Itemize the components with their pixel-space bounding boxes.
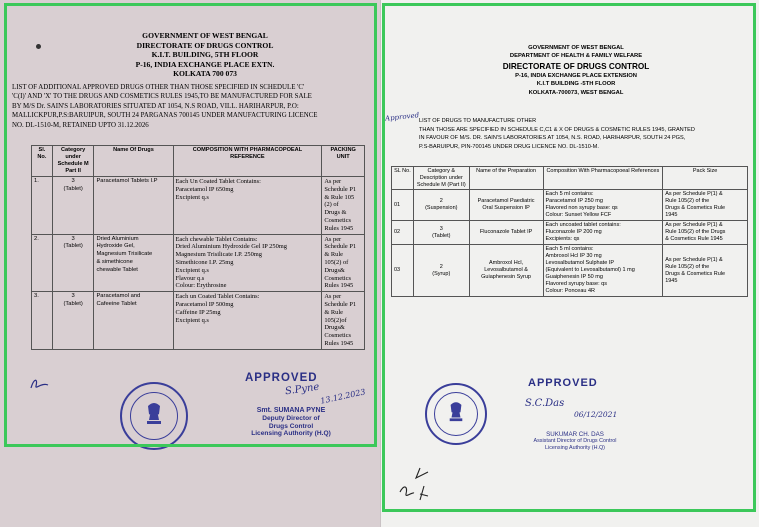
table-row xyxy=(32,234,365,292)
right-header xyxy=(451,44,701,97)
category-cell xyxy=(413,245,469,297)
category-cell xyxy=(52,234,94,292)
packing-cell-line: & Rule xyxy=(324,308,343,316)
left-drug-table xyxy=(31,145,365,350)
composition-cell-line: Caffeine IP 25mg xyxy=(175,308,221,316)
right-handwritten-initials xyxy=(398,462,438,509)
composition-cell-line: Each 5 ml contains: xyxy=(545,191,594,198)
lion-emblem-icon xyxy=(447,399,465,427)
right-officer-block xyxy=(500,431,650,452)
packing-cell xyxy=(322,177,365,235)
composition-cell xyxy=(543,221,663,245)
pack-size-cell-line: Rule 105(2) of the xyxy=(665,263,710,270)
left-header xyxy=(80,31,330,79)
preparation-cell-line: Fluconazole Tablet IP xyxy=(479,229,533,236)
packing-cell-line: 105(2)of xyxy=(324,316,347,324)
header-line: P-16, INDIA EXCHANGE PLACE EXTENSION xyxy=(515,72,637,79)
category-cell-line: 3 xyxy=(71,293,75,300)
packing-cell-line: Drugs& xyxy=(324,266,345,274)
composition-cell-line: Levosalbutamol Sulphate IP xyxy=(545,260,614,267)
table-header-row xyxy=(32,146,365,177)
pack-size-cell xyxy=(663,190,748,221)
officer-designation: Drugs Control xyxy=(268,422,314,430)
drug-name-cell-line: Hydroxide Gel, xyxy=(96,243,135,250)
preparation-cell-line: Levosalbutamol & xyxy=(484,267,528,274)
punch-hole xyxy=(36,44,41,49)
composition-cell xyxy=(173,177,322,235)
pack-size-cell-line: As per Schedule P(1) & xyxy=(665,256,723,263)
column-header: SL No. xyxy=(392,167,414,190)
category-cell xyxy=(413,221,469,245)
preparation-cell xyxy=(469,190,543,221)
composition-cell-line: Excipient q.s xyxy=(175,316,209,324)
category-cell-line: (Tablet) xyxy=(63,300,83,307)
officer-designation: Assistant Director of Drugs Control xyxy=(533,438,617,444)
right-sign-date: 06/12/2021 xyxy=(574,410,618,419)
composition-cell-line: Magnesium Trisilicate I.P. 250mg xyxy=(175,251,262,259)
preparation-cell xyxy=(469,245,543,297)
composition-cell-line: Excipient q.s xyxy=(175,193,209,201)
table-row xyxy=(32,292,365,350)
right-intro-paragraph xyxy=(419,117,695,151)
header-line: DIRECTORATE OF DRUGS CONTROL xyxy=(136,40,274,50)
officer-designation: Deputy Director of xyxy=(262,414,320,422)
composition-cell-line: Paracetamol IP 650mg xyxy=(175,185,234,193)
category-cell-line: (Tablet) xyxy=(432,232,451,239)
header-line: DEPARTMENT OF HEALTH & FAMILY WELFARE xyxy=(509,53,643,60)
header-line: GOVERNMENT OF WEST BENGAL xyxy=(142,31,268,40)
intro-line: P.S-BARUIPUR, PIN-700145 UNDER DRUG LICENCE NO. DL-1510-M. xyxy=(419,143,599,150)
left-approved-stamp: APPROVED xyxy=(245,372,318,384)
preparation-cell-line: Oral Suspension IP xyxy=(482,205,530,212)
composition-cell xyxy=(173,234,322,292)
packing-cell-line: Cosmetics xyxy=(324,274,351,282)
sl-no-cell: 2. xyxy=(32,234,53,292)
composition-cell-line: Colour: Sunset Yellow FCF xyxy=(545,212,612,219)
intro-line: 'C(I)' AND 'X' TO THE DRUGS AND COSMETICS RULES 1945,TO BE MANUFACTURED FOR SALE xyxy=(12,93,312,101)
packing-cell xyxy=(322,292,365,350)
column-header: Pack Size xyxy=(663,167,748,190)
composition-cell-line: Each chewable Tablet Contains: xyxy=(175,235,258,243)
preparation-cell-line: Ambroxol Hcl, xyxy=(488,260,524,267)
intro-line: BY M/S Dr. SAIN'S LABORATORIES SITUATED AT 1054, N.S ROAD, VILL. HARIHARPUR, P.O: xyxy=(12,102,299,110)
officer-name: SUKUMAR CH. DAS xyxy=(546,431,604,438)
category-cell-line: (Tablet) xyxy=(63,243,83,250)
packing-cell-line: Rules 1945 xyxy=(324,224,354,232)
handwritten-approved-note: Approved xyxy=(384,111,420,123)
pack-size-cell-line: As per Schedule P(1) & xyxy=(665,191,723,198)
intro-line: IN FAVOUR OF M/S. DR. SAIN'S LABORATORIES AT 1054, N.S. ROAD, HARIHARPUR, SOUTH 24 PGS, xyxy=(419,135,686,141)
intro-line: LIST OF DRUGS TO MANUFACTURE OTHER xyxy=(419,118,537,124)
header-line: KOLKATA 700 073 xyxy=(173,69,237,79)
intro-line: LIST OF ADDITIONAL APPROVED DRUGS OTHER THAN THOSE SPECIFIED IN SCHEDULE 'C' xyxy=(12,84,305,91)
packing-cell-line: Rules 1945 xyxy=(324,339,354,347)
category-cell-line: 3 xyxy=(71,235,75,242)
composition-cell-line: Dried Aluminium Hydroxide Gel IP 250mg xyxy=(175,243,287,251)
packing-cell-line: (2) of xyxy=(324,201,339,209)
composition-cell-line: Paracetamol IP 500mg xyxy=(175,300,234,308)
composition-cell xyxy=(173,292,322,350)
packing-cell-line: As per xyxy=(324,235,342,243)
packing-cell-line: Drugs & xyxy=(324,209,347,217)
header-line: P-16, INDIA EXCHANGE PLACE EXTN. xyxy=(135,59,275,69)
composition-cell-line: Each 5 ml contains: xyxy=(545,246,594,253)
header-line: DIRECTORATE OF DRUGS CONTROL xyxy=(502,61,650,71)
sl-no-cell: 03 xyxy=(392,245,414,297)
composition-cell-line: Each Un Coated Tablet Contains: xyxy=(175,178,261,185)
drug-name-cell xyxy=(94,292,173,350)
header-line: K.I.T. BUILDING, 5TH FLOOR xyxy=(151,50,259,60)
composition-cell-line: Each un Coated Tablet Contains: xyxy=(175,293,260,301)
composition-cell-line: Ambroxol Hcl IP 30 mg xyxy=(545,253,602,260)
packing-cell-line: Schedule P1 xyxy=(324,185,357,193)
drug-name-cell-line: Magnesium Trisilicate xyxy=(96,251,153,258)
category-cell xyxy=(52,292,94,350)
drug-name-cell-line: Paracetamol and xyxy=(96,293,141,300)
sl-no-cell: 01 xyxy=(392,190,414,221)
category-cell-line: (Suspension) xyxy=(425,205,458,212)
composition-cell-line: (Equivalent to Levosalbutamol) 1 mg xyxy=(545,267,635,274)
column-header: Composition With Pharmacopoeal References xyxy=(543,167,663,190)
preparation-cell-line: Paracetamol Paediatric xyxy=(477,198,535,205)
pack-size-cell-line: Rule 105(2) of the Drugs xyxy=(665,229,726,236)
drug-name-cell-line: Cafeeine Tablet xyxy=(96,300,137,307)
packing-cell-line: Cosmetics xyxy=(324,332,351,340)
header-line: GOVERNMENT OF WEST BENGAL xyxy=(528,45,624,51)
packing-cell-line: Drugs& xyxy=(324,324,345,332)
drug-name-cell xyxy=(94,177,173,235)
sl-no-cell: 1. xyxy=(32,177,53,235)
left-official-seal xyxy=(120,382,188,450)
column-header: Name Of Drugs xyxy=(94,146,173,177)
left-sign-date: 13.12.2023 xyxy=(319,387,367,406)
drug-name-cell-line: chewable Tablet xyxy=(96,266,138,273)
category-cell-line: (Syrup) xyxy=(432,270,451,277)
column-header: PACKING UNIT xyxy=(322,146,365,177)
pack-size-cell-line: 1945 xyxy=(665,212,678,219)
pack-size-cell-line: Rule 105(2) of the xyxy=(665,198,710,205)
header-line: K.I.T BUILDING -5TH FLOOR xyxy=(536,81,616,88)
right-drug-table xyxy=(391,166,748,297)
packing-cell xyxy=(322,234,365,292)
intro-line: THAN THOSE ARE SPECIFIED IN SCHEDULE C,C1 & X OF DRUGS & COSMETIC RULES 1945, GRANTED xyxy=(419,126,695,133)
composition-cell-line: Colour: Ponceau 4R xyxy=(545,288,596,295)
composition-cell-line: Excipient q.s xyxy=(175,266,209,274)
left-signature: S.Pyne xyxy=(284,381,321,398)
composition-cell-line: Excipients: qs xyxy=(545,236,580,243)
officer-name: Smt. SUMANA PYNE xyxy=(256,407,326,414)
column-header: COMPOSITION WITH PHARMACOPOEAL REFERENCE xyxy=(173,146,322,177)
composition-cell xyxy=(543,190,663,221)
column-header: Category & Description under Schedule M (Part II) xyxy=(413,167,469,190)
right-signature: S.C.Das xyxy=(525,398,565,409)
column-header: Name of the Preparation xyxy=(469,167,543,190)
packing-cell-line: & Rule 105 xyxy=(324,193,355,201)
packing-cell-line: Schedule P1 xyxy=(324,243,357,251)
composition-cell-line: Guaiphenesin IP 50 mg xyxy=(545,274,603,281)
header-line: KOLKATA-700073, WEST BENGAL xyxy=(528,89,624,96)
left-officer-block xyxy=(226,407,356,438)
table-row xyxy=(392,221,748,245)
intro-line: MALLICKPUR,P.S:BARUIPUR, SOUTH 24 PARGANAS 700145 UNDER MANUFACTURING LICENCE xyxy=(12,112,318,120)
drug-name-cell xyxy=(94,234,173,292)
lion-emblem-icon xyxy=(144,400,164,430)
intro-line: NO. DL-1510-M, RETAINED UPTO 31.12.2026 xyxy=(12,121,149,129)
composition-cell-line: Fluconazole IP 200 mg xyxy=(545,229,602,236)
pack-size-cell xyxy=(663,245,748,297)
sl-no-cell: 3. xyxy=(32,292,53,350)
packing-cell-line: 105(2) of xyxy=(324,258,349,266)
pack-size-cell-line: & Cosmetics Rule 1945 xyxy=(665,236,723,243)
column-header: Category under Schedule M Part II xyxy=(52,146,94,177)
packing-cell-line: Schedule P1 xyxy=(324,300,357,308)
composition-cell-line: Flavored syrupy base: qs xyxy=(545,281,607,288)
composition-cell-line: Simethicone I.P. 25mg xyxy=(175,258,234,266)
pack-size-cell-line: As per Schedule P(1) & xyxy=(665,222,723,229)
category-cell-line: 3 xyxy=(439,225,443,232)
composition-cell-line: Flavour q.s xyxy=(175,274,205,282)
drug-name-cell-line: & simethicone xyxy=(96,258,133,265)
table-row xyxy=(392,190,748,221)
category-cell-line: 2 xyxy=(439,198,443,205)
packing-cell-line: As per xyxy=(324,178,342,185)
preparation-cell xyxy=(469,221,543,245)
composition-cell-line: Colour: Erythrosine xyxy=(175,282,227,290)
packing-cell-line: Cosmetics xyxy=(324,216,351,224)
category-cell-line: 3 xyxy=(71,178,75,184)
left-handwritten-initial xyxy=(28,376,52,397)
category-cell xyxy=(52,177,94,235)
packing-cell-line: Rules 1945 xyxy=(324,282,354,290)
drug-name-cell-line: Dried Aluminium xyxy=(96,235,139,242)
packing-cell-line: As per xyxy=(324,293,342,301)
category-cell-line: 2 xyxy=(439,263,443,270)
preparation-cell-line: Guiaphenesin Syrup xyxy=(481,274,531,281)
officer-designation: Licensing Authority (H.Q) xyxy=(251,430,331,438)
composition-cell-line: Flavored non syrupy base: qs xyxy=(545,205,618,212)
table-row xyxy=(32,177,365,235)
pack-size-cell xyxy=(663,221,748,245)
pack-size-cell-line: Drugs & Cosmetics Rule xyxy=(665,205,726,212)
pack-size-cell-line: 1945 xyxy=(665,277,678,284)
composition-cell xyxy=(543,245,663,297)
table-row xyxy=(392,245,748,297)
right-approved-stamp: APPROVED xyxy=(528,377,598,389)
packing-cell-line: & Rule xyxy=(324,251,343,259)
pack-size-cell-line: Drugs & Cosmetics Rule xyxy=(665,270,726,277)
table-header-row xyxy=(392,167,748,190)
left-intro-paragraph xyxy=(12,83,318,130)
sl-no-cell: 02 xyxy=(392,221,414,245)
composition-cell-line: Each uncoated tablet contains: xyxy=(545,222,621,229)
drug-name-cell-line: Paracetamol Tablets I.P xyxy=(96,178,158,184)
category-cell-line: (Tablet) xyxy=(63,185,83,192)
officer-designation: Licensing Authority (H.Q) xyxy=(545,445,605,451)
category-cell xyxy=(413,190,469,221)
composition-cell-line: Paracetamol IP 250 mg xyxy=(545,198,603,205)
column-header: Sl. No. xyxy=(32,146,53,177)
right-official-seal xyxy=(425,383,487,445)
